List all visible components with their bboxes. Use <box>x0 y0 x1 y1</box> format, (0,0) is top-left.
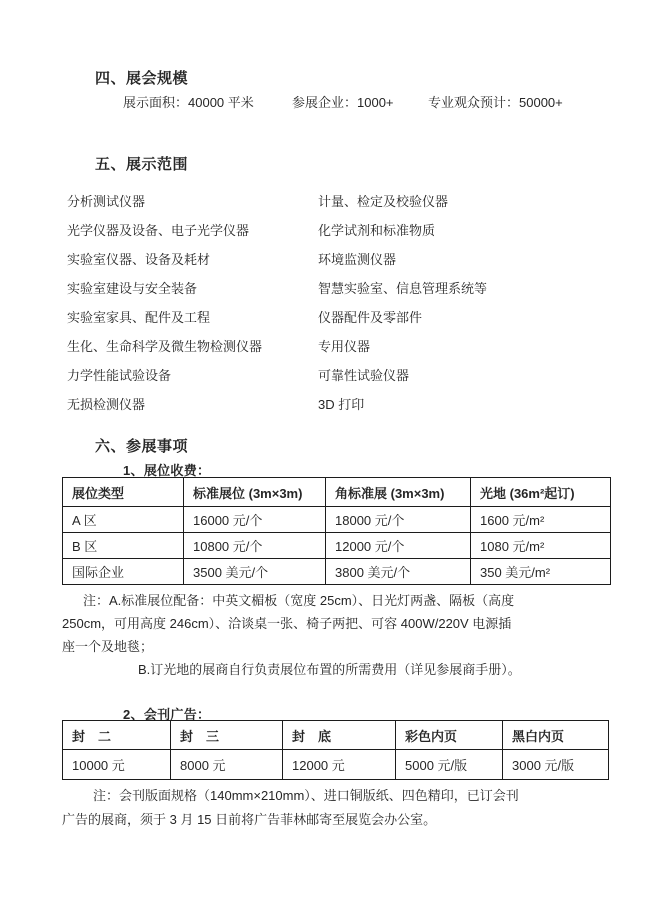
booth-cell: 12000 元/个 <box>326 533 471 559</box>
ad-header-cell: 封 底 <box>283 721 396 750</box>
booth-cell: 350 美元/m² <box>471 559 611 585</box>
ad-header-cell: 封 二 <box>63 721 171 750</box>
booth-cell: 16000 元/个 <box>184 507 326 533</box>
booth-cell: 3800 美元/个 <box>326 559 471 585</box>
section-matters-heading: 六、参展事项 <box>95 438 189 455</box>
scope-list-right <box>318 187 487 419</box>
scope-item: 计量、检定及校验仪器 <box>318 194 449 209</box>
ad-subheading: 2、会刊广告： <box>123 707 211 722</box>
ad-note-line: 注：会刊版面规格（140mm×210mm）、进口铜版纸、四色精印，已订会刊 <box>93 788 519 803</box>
ad-cell: 12000 元 <box>283 750 396 780</box>
scope-item: 无损检测仪器 <box>67 397 146 412</box>
stat-visitors: 专业观众预计：50000+ <box>428 95 563 110</box>
booth-fee-subheading: 1、展位收费： <box>123 463 211 478</box>
ad-note-line: 广告的展商，须于 3 月 15 日前将广告菲林邮寄至展览会办公室。 <box>62 812 437 827</box>
scope-item: 生化、生命科学及微生物检测仪器 <box>67 339 263 354</box>
booth-cell: 国际企业 <box>63 559 184 585</box>
ad-header-cell: 黑白内页 <box>503 721 609 750</box>
table-row <box>63 750 609 780</box>
booth-cell: 3500 美元/个 <box>184 559 326 585</box>
booth-cell: A 区 <box>63 507 184 533</box>
booth-cell: 10800 元/个 <box>184 533 326 559</box>
table-row <box>63 507 611 533</box>
stat-area: 展示面积：40000 平米 <box>123 95 254 110</box>
scope-item: 智慧实验室、信息管理系统等 <box>318 281 488 296</box>
booth-note-line: B.订光地的展商自行负责展位布置的所需费用（详见参展商手册）。 <box>138 662 521 677</box>
scope-item: 实验室建设与安全装备 <box>67 281 198 296</box>
booth-cell: B 区 <box>63 533 184 559</box>
scope-item: 光学仪器及设备、电子光学仪器 <box>67 223 250 238</box>
scope-item: 可靠性试验仪器 <box>318 368 410 383</box>
booth-note-line: 座一个及地毯； <box>62 639 154 654</box>
ad-fee-table <box>62 720 609 780</box>
table-header-row <box>63 721 609 750</box>
scope-list-left <box>67 187 262 419</box>
scope-item: 3D 打印 <box>318 397 365 412</box>
booth-fee-table <box>62 477 611 585</box>
booth-cell: 1080 元/m² <box>471 533 611 559</box>
table-header-row <box>63 478 611 507</box>
scope-item: 化学试剂和标准物质 <box>318 223 436 238</box>
ad-cell: 5000 元/版 <box>396 750 503 780</box>
stat-exhibitors: 参展企业：1000+ <box>292 95 394 110</box>
booth-header-cell: 展位类型 <box>63 478 184 507</box>
scope-item: 分析测试仪器 <box>67 194 146 209</box>
section-scale-heading: 四、展会规模 <box>95 70 189 87</box>
section-scope-heading: 五、展示范围 <box>95 156 189 173</box>
scope-item: 环境监测仪器 <box>318 252 397 267</box>
ad-header-cell: 封 三 <box>171 721 283 750</box>
booth-note-line: 250cm，可用高度 246cm）、洽谈桌一张、椅子两把、可容 400W/220V 电源插 <box>62 616 512 631</box>
booth-header-cell: 光地 (36m²起订) <box>471 478 611 507</box>
scale-stats-row <box>123 92 623 110</box>
ad-cell: 8000 元 <box>171 750 283 780</box>
booth-header-cell: 标准展位 (3m×3m) <box>184 478 326 507</box>
scope-item: 实验室家具、配件及工程 <box>67 310 211 325</box>
table-row <box>63 559 611 585</box>
table-row <box>63 533 611 559</box>
booth-note-line: 注：A.标准展位配备：中英文楣板（宽度 25cm）、日光灯两盏、隔板（高度 <box>83 593 515 608</box>
scope-item: 仪器配件及零部件 <box>318 310 423 325</box>
ad-cell: 10000 元 <box>63 750 171 780</box>
booth-cell: 1600 元/m² <box>471 507 611 533</box>
booth-cell: 18000 元/个 <box>326 507 471 533</box>
ad-header-cell: 彩色内页 <box>396 721 503 750</box>
scope-item: 实验室仪器、设备及耗材 <box>67 252 211 267</box>
scope-item: 专用仪器 <box>318 339 371 354</box>
scope-item: 力学性能试验设备 <box>67 368 172 383</box>
booth-header-cell: 角标准展 (3m×3m) <box>326 478 471 507</box>
ad-cell: 3000 元/版 <box>503 750 609 780</box>
